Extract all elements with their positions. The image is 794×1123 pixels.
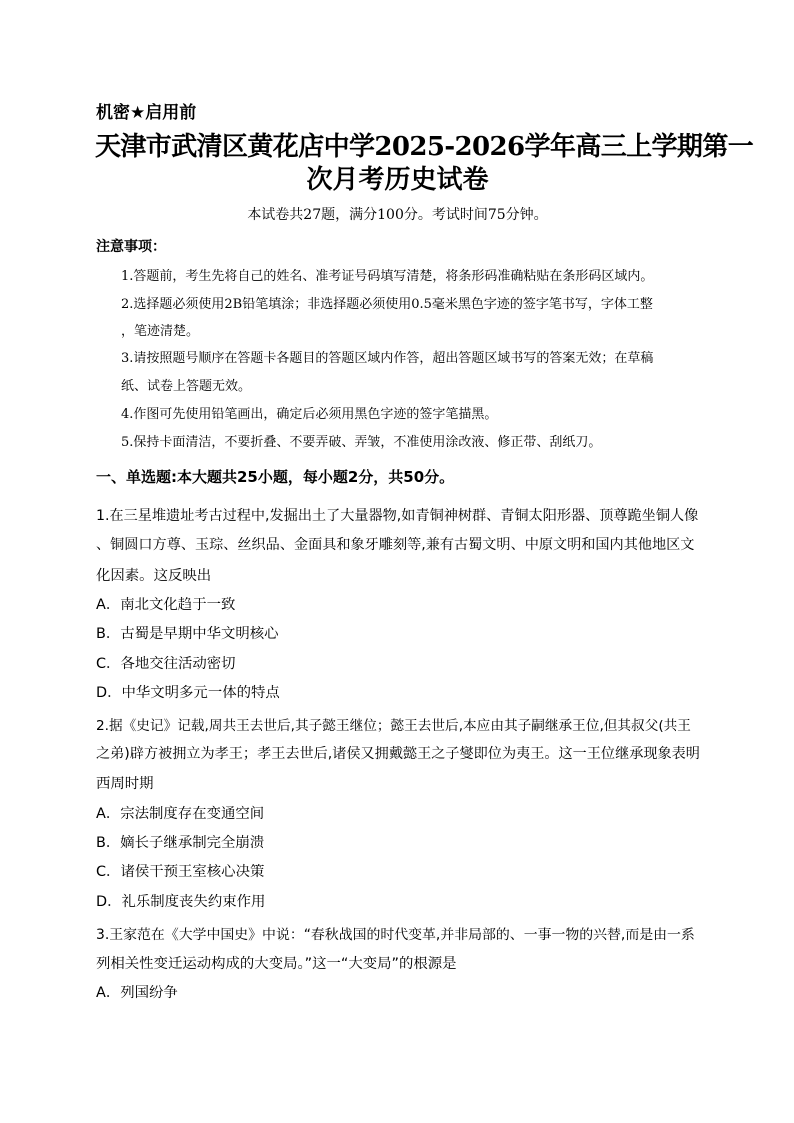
exam-subtitle: 本试卷共27题，满分100分。考试时间75分钟。 <box>247 207 548 223</box>
exam-title-line-1: 天津市武清区黄花店中学2025-2026学年高三上学期第一 <box>95 132 754 162</box>
confidential-label: 机密★启用前 <box>96 103 197 123</box>
question-stem-line: 化因素。这反映出 <box>96 568 212 584</box>
question-option: C．诸侯干预王室核心决策 <box>96 864 265 880</box>
question-option: B．古蜀是早期中华文明核心 <box>96 626 279 642</box>
question-option: D．礼乐制度丧失约束作用 <box>96 894 266 910</box>
question-option: B．嫡长子继承制完全崩溃 <box>96 835 265 851</box>
question-stem-line: 3.王家范在《大学中国史》中说：“春秋战国的时代变革,并非局部的、一事一物的兴替,而是由一系 <box>96 927 695 943</box>
question-stem-line: 列相关性变迁运动构成的大变局。”这一“大变局”的根源是 <box>96 956 457 972</box>
question-stem-line: 之弟)辟方被拥立为孝王；孝王去世后,诸侯又拥戴懿王之子燮即位为夷王。这一王位继承现象表明 <box>96 746 700 762</box>
exam-title-line-2: 次月考历史试卷 <box>306 165 489 195</box>
question-option: A．南北文化趋于一致 <box>96 597 236 613</box>
question-stem-line: 1.在三星堆遗址考古过程中,发掘出土了大量器物,如青铜神树群、青铜太阳形器、顶尊跪坐铜人像 <box>96 508 699 524</box>
note-line: ，笔迹清楚。 <box>121 324 200 339</box>
note-line: 4.作图可先使用铅笔画出，确定后必须用黑色字迹的签字笔描黑。 <box>121 407 498 422</box>
question-stem-line: 、铜圆口方尊、玉琮、丝织品、金面具和象牙雕刻等,兼有古蜀文明、中原文明和国内其他地区文 <box>96 537 695 553</box>
question-option: D．中华文明多元一体的特点 <box>96 685 280 701</box>
question-stem-line: 2.据《史记》记载,周共王去世后,其子懿王继位；懿王去世后,本应由其子嗣继承王位,但其叔父(共王 <box>96 718 691 734</box>
question-option: A．宗法制度存在变通空间 <box>96 806 265 822</box>
note-line: 纸、试卷上答题无效。 <box>121 379 252 394</box>
question-option: C．各地交往活动密切 <box>96 656 236 672</box>
section-heading: 一、单选题:本大题共25小题，每小题2分，共50分。 <box>96 468 455 486</box>
note-line: 1.答题前，考生先将自己的姓名、准考证号码填写清楚，将条形码准确粘贴在条形码区域内。 <box>121 269 654 284</box>
note-line: 3.请按照题号顺序在答题卡各题目的答题区域内作答，超出答题区域书写的答案无效；在草稿 <box>121 351 654 366</box>
notes-heading: 注意事项： <box>96 239 166 255</box>
note-line: 5.保持卡面清洁，不要折叠、不要弄破、弄皱，不准使用涂改液、修正带、刮纸刀。 <box>121 435 602 450</box>
question-stem-line: 西周时期 <box>96 776 154 792</box>
note-line: 2.选择题必须使用2B铅笔填涂；非选择题必须使用0.5毫米黑色字迹的签字笔书写，字体工整 <box>121 297 653 312</box>
question-option: A．列国纷争 <box>96 985 178 1001</box>
